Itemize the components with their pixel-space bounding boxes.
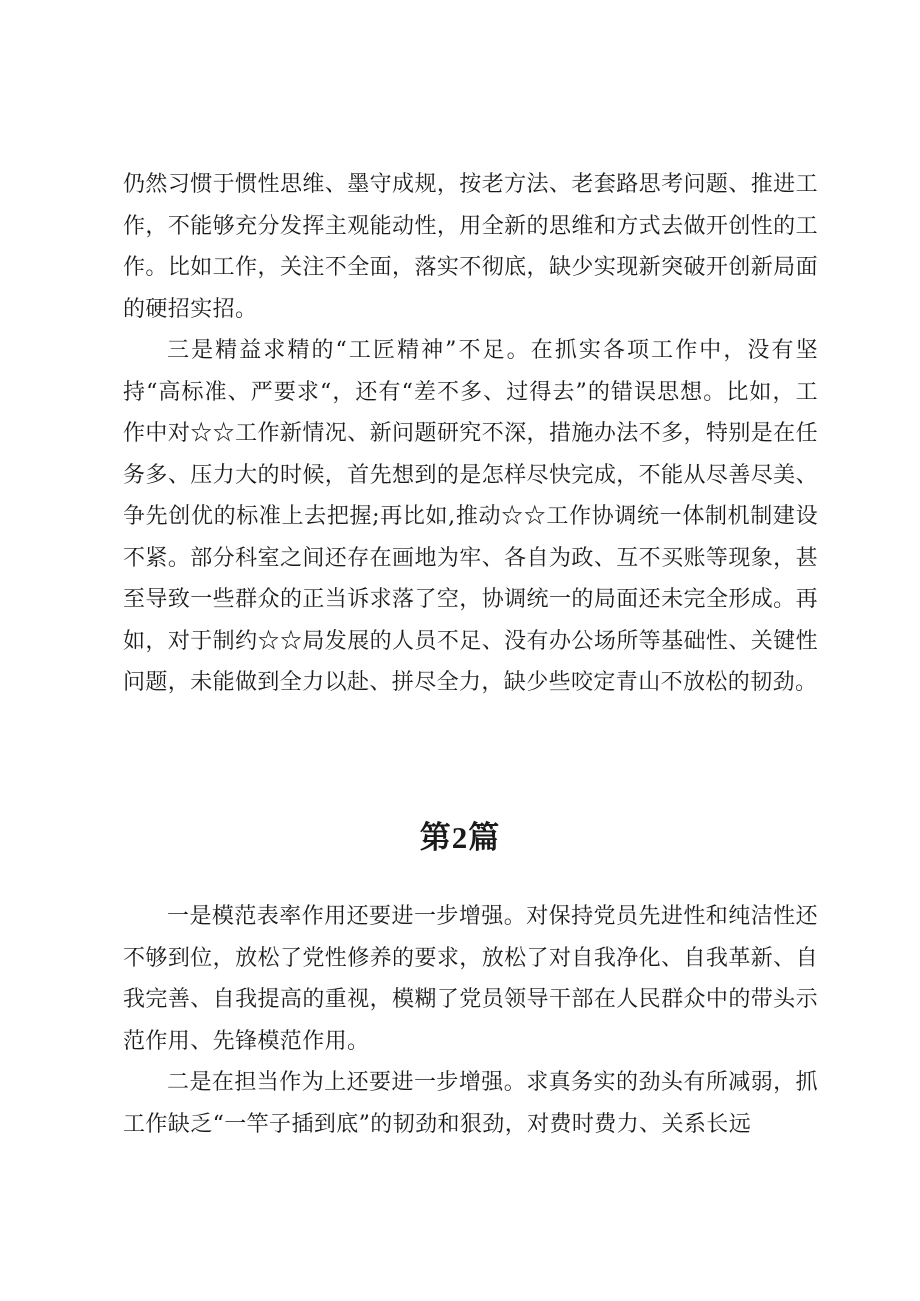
body-paragraph: 三是精益求精的“工匠精神”不足。在抓实各项工作中，没有坚持“高标准、严要求“，还有“差不多、过得去”的错误思想。比如，工作中对☆☆工作新情况、新问题研究不深，措施办法不多，特别是在任务多、压力大的时候，首先想到的是怎样尽快完成，不能从尽善尽美、争先创优的标准上去把握;再比如,推动☆☆工作协调统一体制机制建设不紧。部分科室之间还存在画地为牢、各自为政、互不买账等现象，甚至导致一些群众的正当诉求落了空，协调统一的局面还未完全形成。再如，对于制约☆☆局发展的人员不足、没有办公场所等基础性、关键性问题，未能做到全力以赴、拼尽全力，缺少些咬定青山不放松的韧劲。 [123,338,818,695]
section-title: 第2篇 [419,820,501,855]
body-paragraph: 一是模范表率作用还要进一步增强。对保持党员先进性和纯洁性还不够到位，放松了党性修养的要求，放松了对自我净化、自我革新、自我完善、自我提高的重视，模糊了党员领导干部在人民群众中的带头示范作用、先锋模范作用。 [123,904,818,1054]
body-paragraph: 二是在担当作为上还要进一步增强。求真务实的劲头有所减弱，抓工作缺乏“一竿子插到底”的韧劲和狠劲，对费时费力、关系长远 [123,1070,818,1137]
body-paragraph: 仍然习惯于惯性思维、墨守成规，按老方法、老套路思考问题、推进工作，不能够充分发挥主观能动性，用全新的思维和方式去做开创性的工作。比如工作，关注不全面，落实不彻底，缺少实现新突破开创新局面的硬招实招。 [123,172,818,322]
